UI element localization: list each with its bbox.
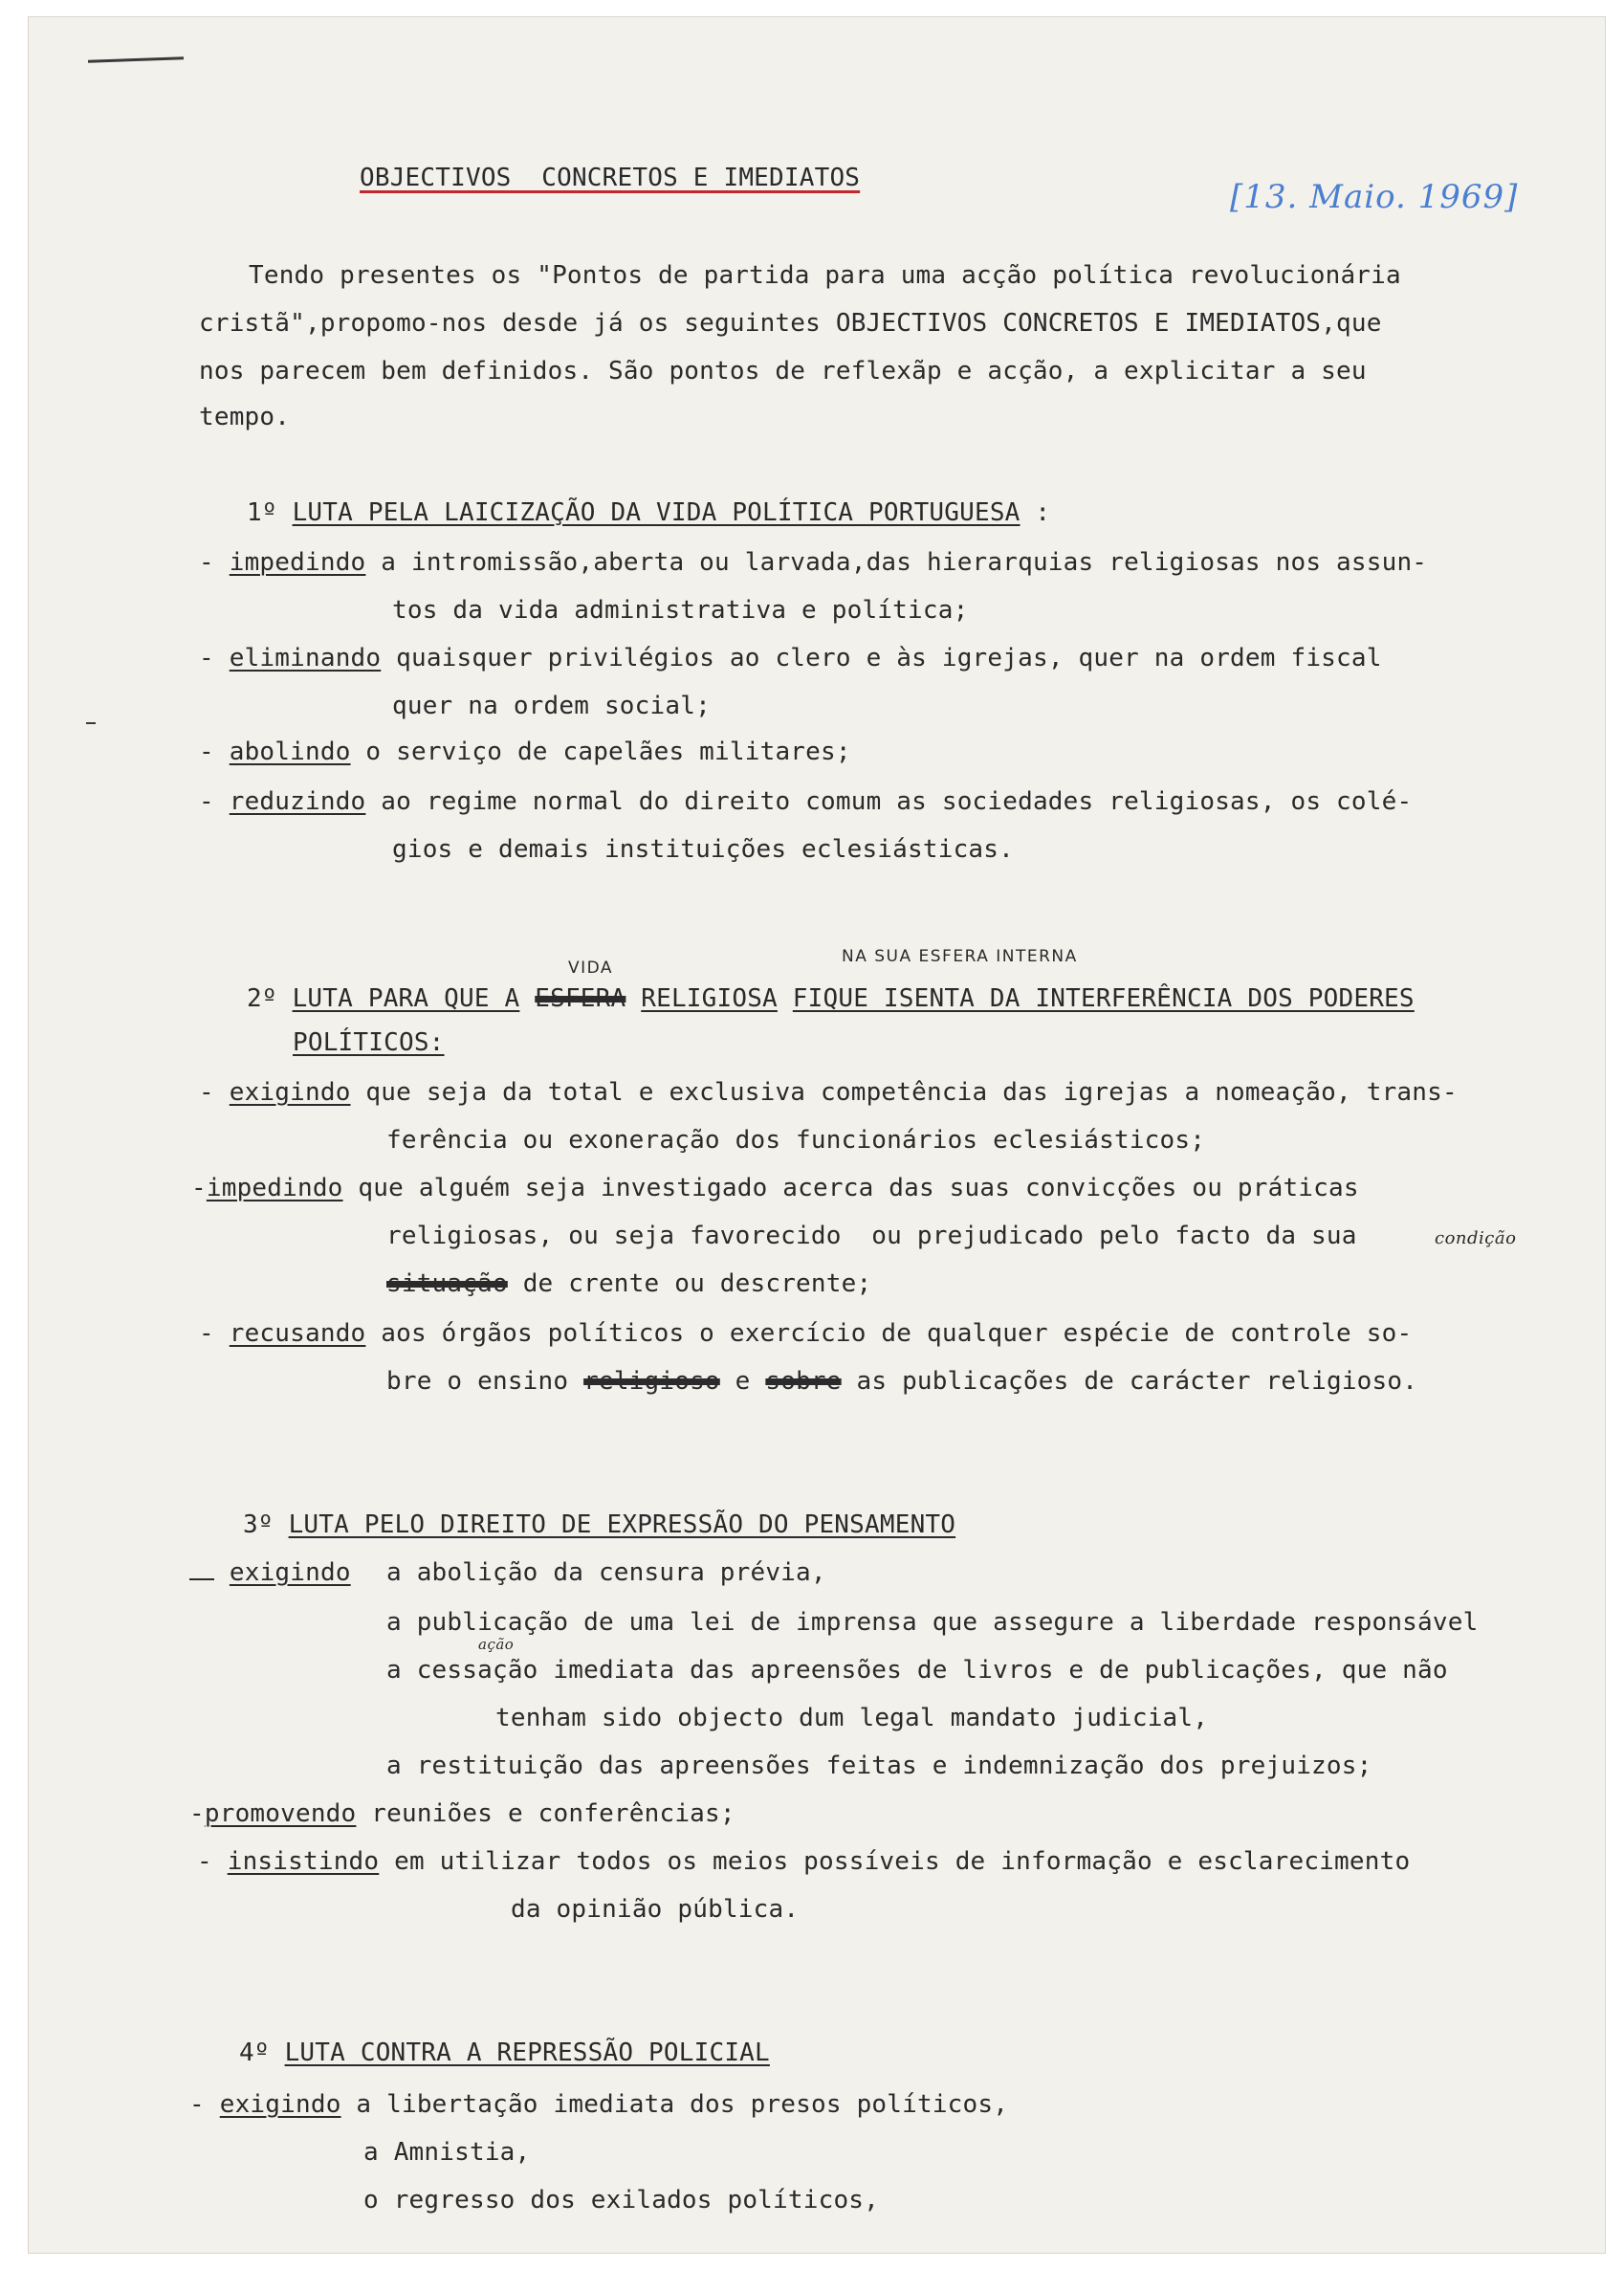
item-text: reuniões e conferências;	[371, 1799, 735, 1828]
item-text: o serviço de capelães militares;	[365, 738, 851, 766]
item-verb: abolindo	[229, 738, 351, 766]
item-text: a publicação de uma lei de imprensa que assegure a liberdade responsável	[386, 1608, 1479, 1637]
struck-word: religioso	[583, 1367, 720, 1396]
section-number: 1º	[247, 498, 277, 527]
item-text: a abolição da censura prévia,	[386, 1558, 826, 1587]
item-text-continuation: tos da vida administrativa e política;	[392, 596, 969, 625]
item-verb: impedindo	[206, 1174, 343, 1202]
item-text: que alguém seja investigado acerca das suas convicções ou práticas	[358, 1174, 1359, 1202]
item-verb: insistindo	[227, 1847, 380, 1876]
ink-mark	[86, 722, 96, 724]
struck-word: ESFERA	[535, 984, 626, 1013]
item-verb: exigindo	[229, 1558, 351, 1587]
item-text: a cessação imediata das apreensões de livros e de publicações, que não	[386, 1656, 1448, 1685]
item-text: quaisquer privilégios ao clero e às igrejas, quer na ordem fiscal	[396, 644, 1382, 672]
handwritten-insert: condição	[1435, 1228, 1517, 1248]
section-heading	[239, 2038, 770, 2068]
item-verb: reduzindo	[229, 787, 366, 816]
item-text: de crente ou descrente;	[522, 1269, 872, 1298]
list-item: -promovendo reuniões e conferências;	[189, 1799, 735, 1828]
item-text: bre o ensino	[386, 1367, 569, 1396]
item-text: ao regime normal do direito comum as sociedades religiosas, os colé-	[381, 787, 1413, 816]
section-title: LUTA PELA LAICIZAÇÃO DA VIDA POLÍTICA PORTUGUESA	[292, 498, 1020, 527]
item-text-continuation: ferência ou exoneração dos funcionários eclesiásticos;	[386, 1126, 1206, 1155]
intro-line: nos parecem bem definidos. São pontos de reflexãp e acção, a explicitar a seu	[199, 357, 1367, 386]
section-heading	[247, 497, 1050, 528]
list-item	[189, 1557, 351, 1588]
section-title: LUTA CONTRA A REPRESSÃO POLICIAL	[284, 2039, 770, 2067]
item-verb: impedindo	[229, 548, 366, 577]
section-heading	[243, 1510, 955, 1540]
section-title: FIQUE ISENTA DA INTERFERÊNCIA DOS PODERES	[792, 984, 1415, 1013]
list-item: - insistindo em utilizar todos os meios possíveis de informação e esclarecimento	[197, 1847, 1411, 1876]
intro-line: cristã",propomo-nos desde já os seguintes OBJECTIVOS CONCRETOS E IMEDIATOS,que	[199, 309, 1382, 338]
item-text-continuation: da opinião pública.	[511, 1895, 800, 1924]
item-text-continuation: quer na ordem social;	[392, 692, 711, 720]
intro-line: tempo.	[199, 403, 291, 431]
item-verb: exigindo	[229, 1078, 351, 1107]
list-item: - exigindo que seja da total e exclusiva competência das igrejas a nomeação, trans-	[199, 1078, 1458, 1107]
section-heading	[247, 983, 1415, 1014]
item-text: em utilizar todos os meios possíveis de informação e esclarecimento	[394, 1847, 1411, 1876]
section-title: RELIGIOSA	[641, 984, 778, 1013]
item-verb: recusando	[229, 1319, 366, 1348]
item-verb: eliminando	[229, 644, 382, 672]
item-text: a restituição das apreensões feitas e indemnização dos prejuizos;	[386, 1752, 1372, 1780]
item-text-continuation	[386, 1268, 871, 1299]
section-title: LUTA PARA QUE A	[292, 984, 520, 1013]
list-item: - eliminando quaisquer privilégios ao clero e às igrejas, quer na ordem fiscal	[199, 644, 1382, 672]
item-text: a libertação imediata dos presos políticos,	[356, 2090, 1009, 2119]
item-text-continuation: tenham sido objecto dum legal mandato judicial,	[495, 1704, 1209, 1732]
section-number: 4º	[239, 2039, 270, 2067]
section-number: 2º	[247, 984, 277, 1013]
handwritten-insert: ação	[478, 1636, 515, 1653]
struck-word: situação	[386, 1269, 508, 1298]
item-text: as publicações de carácter religioso.	[856, 1367, 1418, 1396]
list-item: - reduzindo ao regime normal do direito comum as sociedades religiosas, os colé-	[199, 787, 1413, 816]
item-text: a intromissão,aberta ou larvada,das hierarquias religiosas nos assun-	[381, 548, 1428, 577]
item-text: a Amnistia,	[363, 2138, 531, 2167]
list-item: - impedindo a intromissão,aberta ou larvada,das hierarquias religiosas nos assun-	[199, 548, 1428, 577]
item-text-continuation	[386, 1366, 1417, 1397]
page-title: OBJECTIVOS CONCRETOS E IMEDIATOS	[360, 164, 861, 192]
struck-word: sobre	[765, 1367, 842, 1396]
section-number: 3º	[243, 1510, 274, 1539]
item-text: aos órgãos políticos o exercício de qualquer espécie de controle so-	[381, 1319, 1413, 1348]
list-item: -impedindo que alguém seja investigado acerca das suas convicções ou práticas	[191, 1174, 1359, 1202]
item-verb: promovendo	[204, 1799, 357, 1828]
section-title-continuation: POLÍTICOS:	[293, 1028, 445, 1057]
item-text-continuation: religiosas, ou seja favorecido ou prejudicado pelo facto da sua	[386, 1222, 1357, 1250]
handwritten-insert: VIDA	[568, 959, 614, 978]
section-title: LUTA PELO DIREITO DE EXPRESSÃO DO PENSAMENTO	[288, 1510, 956, 1539]
item-text: que seja da total e exclusiva competência das igrejas a nomeação, trans-	[365, 1078, 1458, 1107]
handwritten-insert: NA SUA ESFERA INTERNA	[842, 947, 1078, 966]
item-text: o regresso dos exilados políticos,	[363, 2186, 880, 2215]
date-stamp: [13. Maio. 1969]	[1230, 178, 1519, 216]
item-verb: exigindo	[219, 2090, 341, 2119]
list-item: - recusando aos órgãos políticos o exercício de qualquer espécie de controle so-	[199, 1319, 1413, 1348]
list-item: - abolindo o serviço de capelães militares;	[199, 738, 851, 766]
section-title-end: :	[1035, 498, 1051, 527]
item-text: e	[735, 1367, 751, 1396]
item-text-continuation: gios e demais instituições eclesiásticas.	[392, 835, 1014, 864]
intro-line: Tendo presentes os "Pontos de partida para uma acção política revolucionária	[249, 261, 1401, 290]
list-item: - exigindo a libertação imediata dos presos políticos,	[189, 2090, 1009, 2119]
